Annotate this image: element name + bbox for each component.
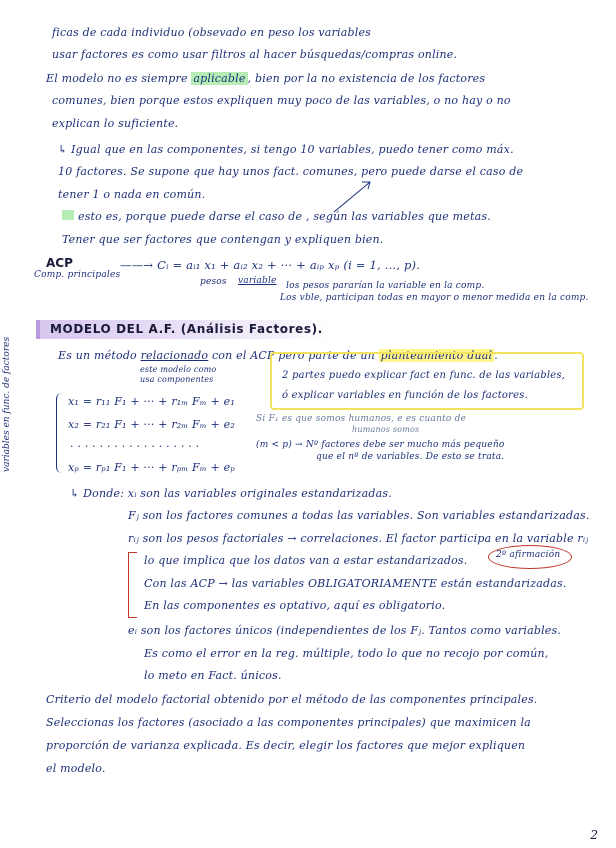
text-line: En las componentes es optativo, aquí es obligatorio. (144, 599, 446, 612)
text-line: ficas de cada individuo (obsevado en peso los variables (52, 26, 372, 39)
side-note: Si F₁ es que somos humanos, e es cuanto de (256, 414, 467, 424)
brace (56, 393, 65, 473)
text-fragment: El modelo no es siempre (46, 72, 192, 85)
text-line: esto es, porque puede darse el caso de , según las variables que metas. (78, 210, 491, 223)
text-line: Tener que ser factores que contengan y expliquen bien. (62, 233, 384, 246)
side-note: (m < p) → Nº factores debe ser mucho más pequeño (256, 440, 505, 450)
text-line: Criterio del modelo factorial obtenido por el método de las componentes principales. (46, 693, 538, 706)
text-line: tener 1 o nada en común. (58, 188, 206, 201)
text-line: comunes, bien porque estos expliquen muy poco de las variables, o no hay o no (52, 94, 511, 107)
equation: xₚ = rₚ₁ F₁ + ··· + rₚₘ Fₘ + eₚ (68, 461, 235, 474)
acp-subtitle: Comp. principales (34, 270, 121, 280)
side-note: este modelo como (140, 365, 217, 374)
text-fragment: . (494, 349, 498, 362)
text-line: Fⱼ son los factores comunes a todas las variables. Son variables estandarizadas. (128, 509, 590, 522)
text-line (46, 72, 485, 85)
box-text: ó explicar variables en función de los factores. (282, 390, 528, 401)
text-line: lo que implica que los datos van a estar estandarizados. (144, 554, 468, 567)
text-fragment: con el ACP pero parte de un (208, 349, 379, 362)
acp-heading: ACP (46, 256, 73, 270)
side-note: que el nº de variables. De esto se trata. (316, 452, 505, 462)
highlight-box (270, 352, 584, 410)
arrow-icon (330, 176, 380, 216)
acp-formula: ——→ Cᵢ = aᵢ₁ x₁ + aᵢ₂ x₂ + ··· + aᵢₚ xₚ (i = 1, ..., p). (120, 258, 421, 272)
variable-label: variable (238, 276, 277, 286)
underlined-text: relacionado (140, 349, 209, 362)
equation: x₂ = r₂₁ F₁ + ··· + r₂ₘ Fₘ + e₂ (68, 418, 235, 431)
page-number: 2 (590, 828, 598, 842)
acp-note: Los vble, participan todas en mayor o menor medida en la comp. (280, 293, 589, 303)
text-line: Seleccionas los factores (asociado a las componentes principales) que maximicen la (46, 716, 531, 729)
text-line: rᵢⱼ son los pesos factoriales → correlaciones. El factor participa en la variable rᵢⱼ (128, 532, 589, 545)
text-line: Con las ACP → las variables OBLIGATORIAMENTE están estandarizadas. (144, 577, 567, 590)
text-line: el modelo. (46, 762, 106, 775)
text-line: 10 factores. Se supone que hay unos fact. comunes, pero puede darse el caso de (58, 165, 524, 178)
text-fragment: , bien por la no existencia de los factores (247, 72, 486, 85)
circled-text: 2º afirmación (496, 550, 561, 560)
text-line: eᵢ son los factores únicos (independientes de los Fⱼ. Tantos como variables. (128, 624, 562, 637)
side-note: usa componentes (140, 375, 214, 384)
equation-dots: · · · · · · · · · · · · · · · · · · (70, 440, 200, 453)
bracket (128, 552, 137, 618)
highlight-yellow: planteamiento dual (380, 349, 493, 362)
highlight-marker (62, 210, 74, 220)
text-line: lo meto en Fact. únicos. (144, 669, 282, 682)
acp-note: los pesos pararían la variable en la comp. (286, 281, 485, 291)
vertical-label: variables en func. de factores (2, 336, 12, 472)
text-line: ↳ Igual que en las componentes, si tengo 10 variables, puedo tener como máx. (58, 143, 514, 156)
text-line: proporción de varianza explicada. Es decir, elegir los factores que mejor expliquen (46, 739, 526, 752)
highlight-green: aplicable (193, 72, 246, 85)
pesos-label: pesos (200, 277, 227, 287)
equation: x₁ = r₁₁ F₁ + ··· + r₁ₘ Fₘ + e₁ (68, 395, 235, 408)
text-fragment: Es un método (58, 349, 141, 362)
box-text: 2 partes puedo explicar fact en func. de las variables, (282, 370, 566, 381)
text-line: usar factores es como usar filtros al hacer búsquedas/compras online. (52, 48, 458, 61)
text-line: ↳ Donde: xᵢ son las variables originales estandarizadas. (70, 487, 392, 500)
text-line: explican lo suficiente. (52, 117, 179, 130)
text-line: Es como el error en la reg. múltiple, todo lo que no recojo por común, (144, 647, 549, 660)
section-heading: MODELO DEL A.F. (Análisis Factores). (36, 320, 331, 339)
side-note: humanos somos (352, 425, 420, 434)
